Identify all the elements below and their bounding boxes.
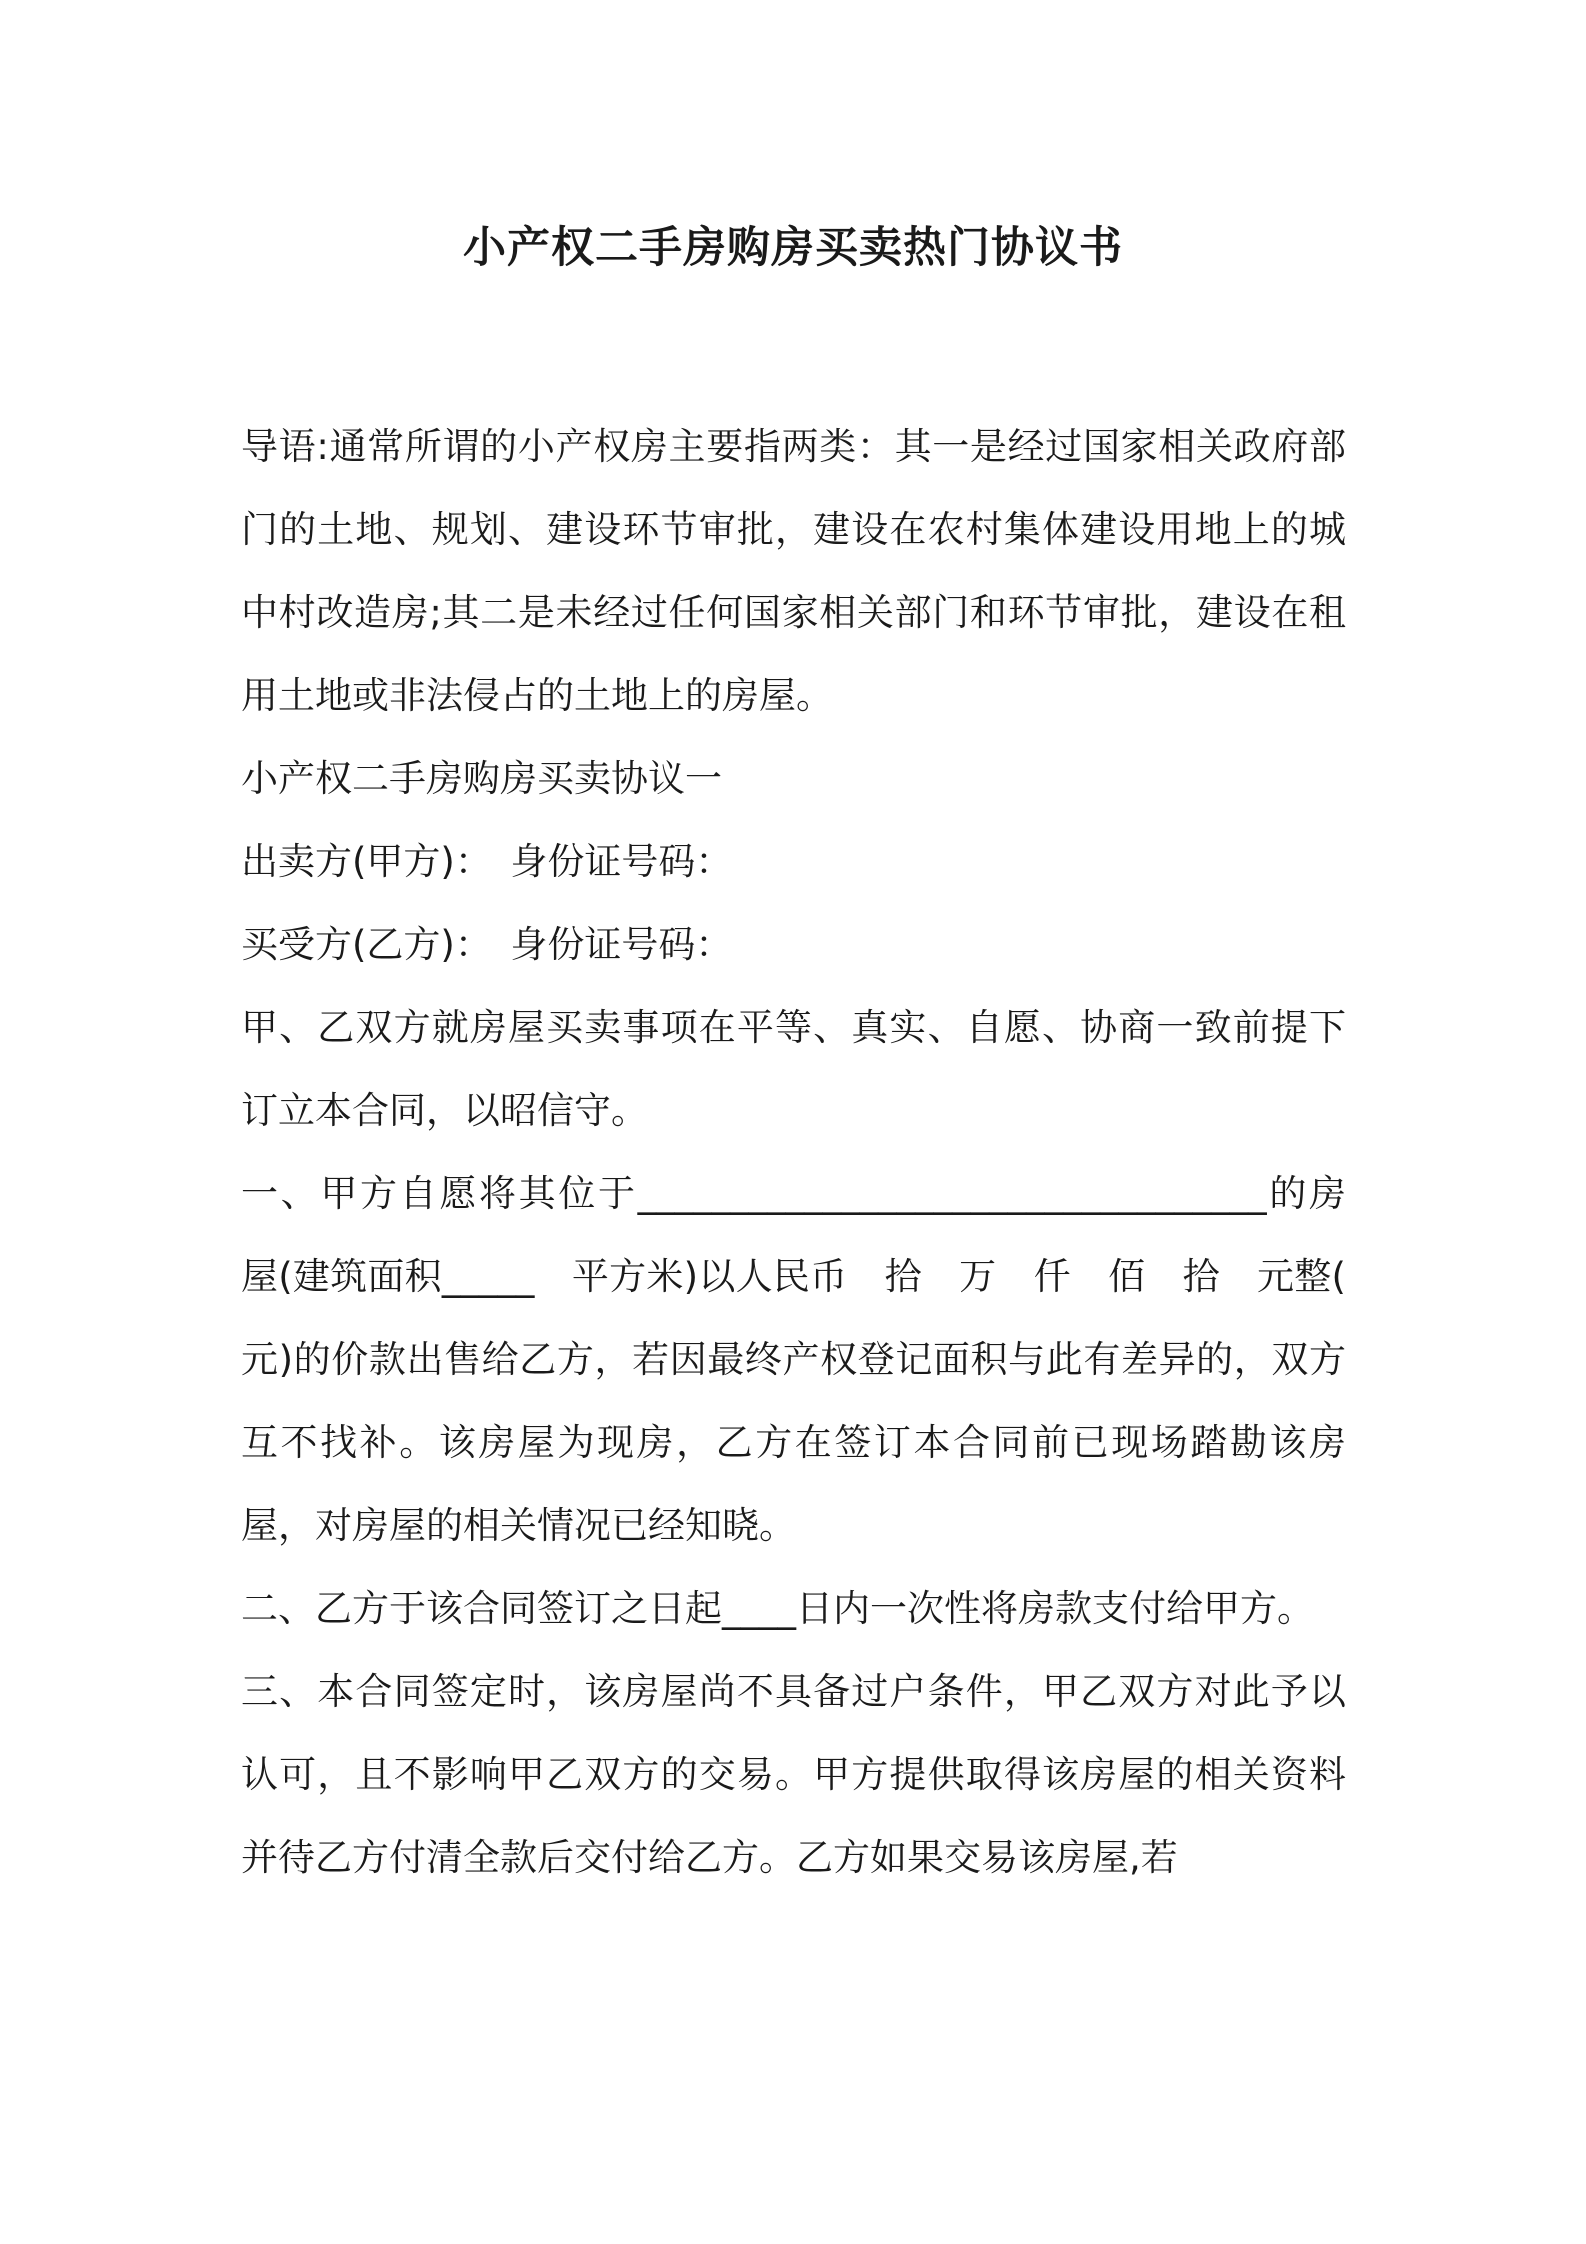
document-title: 小产权二手房购房买卖热门协议书 [463, 223, 1123, 273]
preamble-paragraph: 甲、乙双方就房屋买卖事项在平等、真实、自愿、协商一致前提下订立本合同，以昭信守。 [241, 1006, 1346, 1132]
agreement-heading: 小产权二手房购房买卖协议一 [241, 757, 722, 800]
seller-line: 出卖方(甲方)： 身份证号码： [241, 840, 733, 883]
buyer-line: 买受方(乙方)： 身份证号码： [241, 923, 733, 966]
clause-one: 一、甲方自愿将其位于__________________________________的房屋(建筑面积_____ 平方米)以人民币 拾 万 仟 佰 拾 元整( 元)的价款出售给乙方，若因最终产权登记面积与此有差异的，双方互不找补。该房屋为现房，乙方在签订本合同前已现场踏勘该房屋，对房屋的相关情况已经知晓。 [241, 1172, 1383, 1547]
document-body [241, 405, 1383, 1899]
clause-two: 二、乙方于该合同签订之日起____日内一次性将房款支付给甲方。 [241, 1587, 1314, 1630]
intro-paragraph: 导语:通常所谓的小产权房主要指两类：其一是经过国家相关政府部门的土地、规划、建设环节审批，建设在农村集体建设用地上的城中村改造房;其二是未经过任何国家相关部门和环节审批，建设在租用土地或非法侵占的土地上的房屋。 [241, 425, 1346, 717]
clause-three: 三、本合同签定时，该房屋尚不具备过户条件，甲乙双方对此予以认可，且不影响甲乙双方的交易。甲方提供取得该房屋的相关资料并待乙方付清全款后交付给乙方。乙方如果交易该房屋,若 [241, 1670, 1346, 1879]
